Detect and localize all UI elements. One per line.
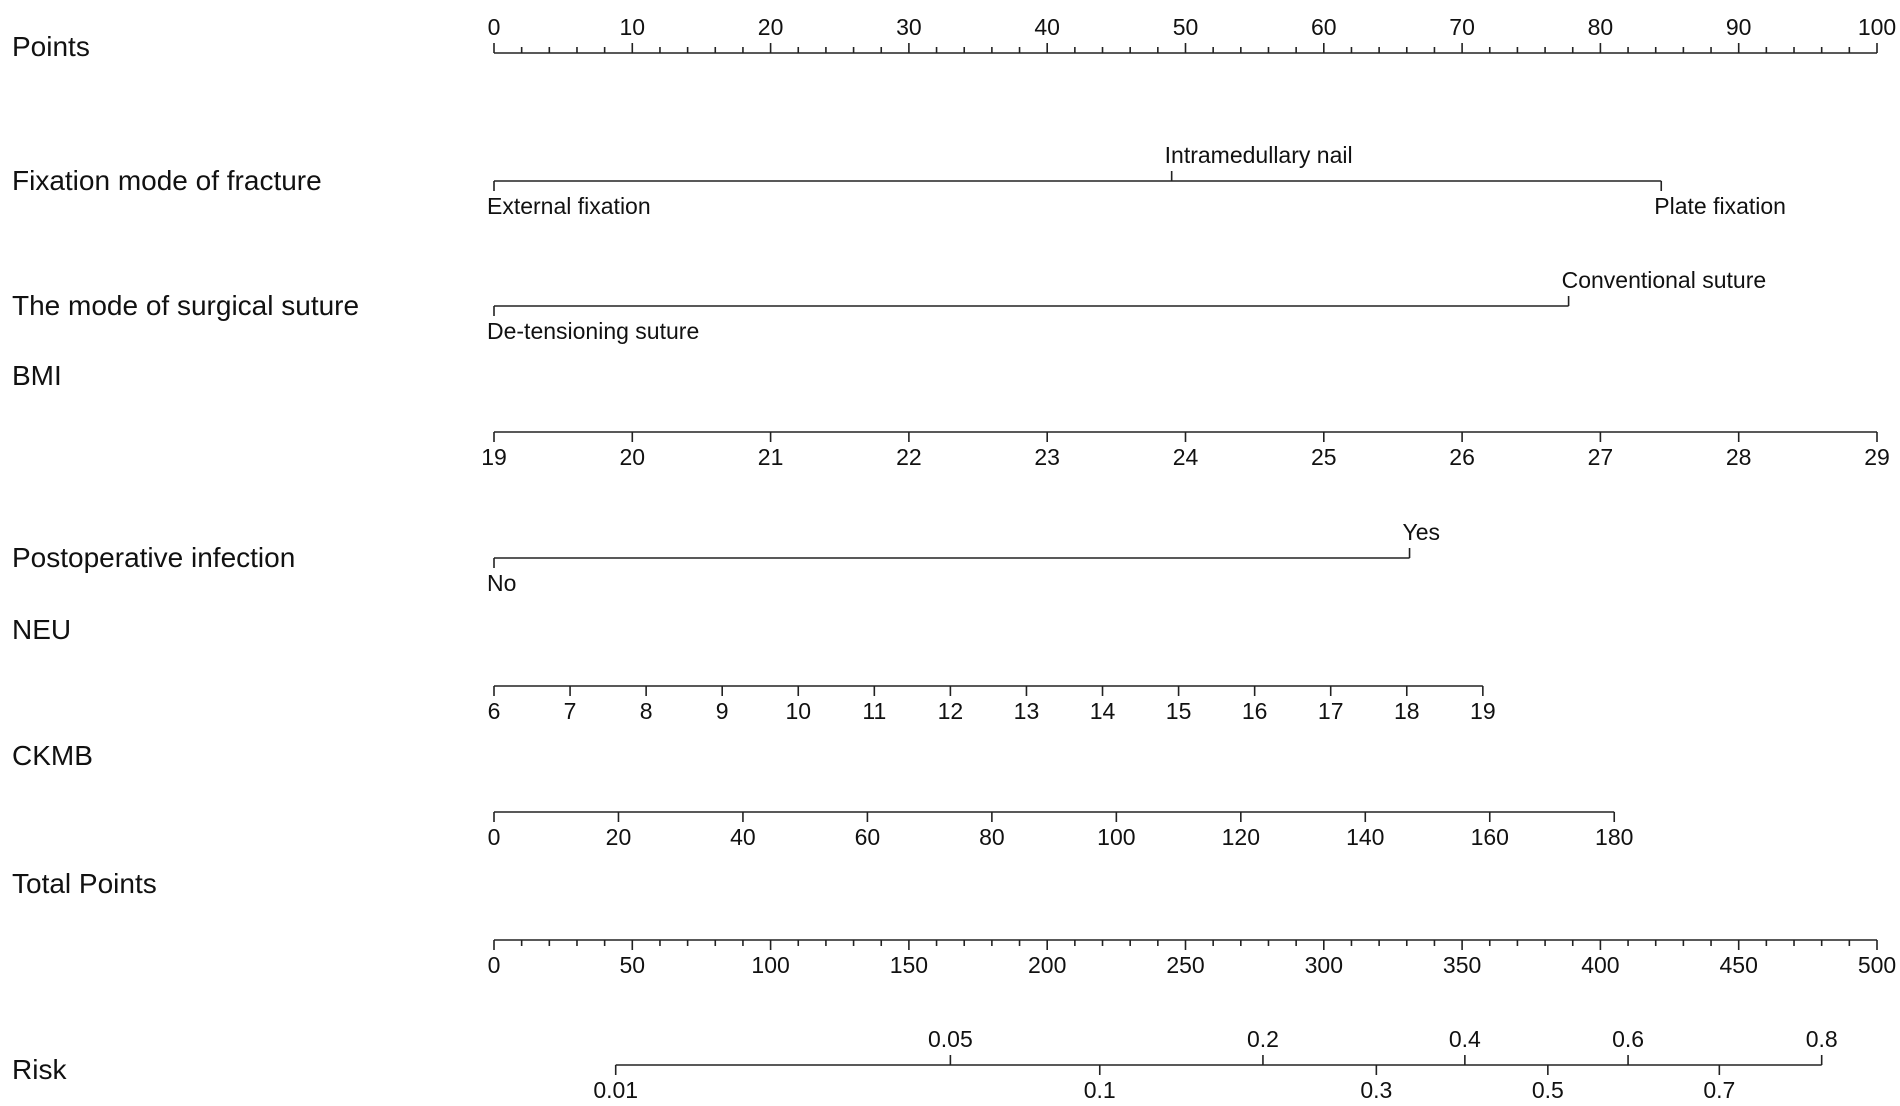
neu-tick-label: 14 <box>1089 698 1116 724</box>
points-tick-label: 40 <box>1034 14 1060 40</box>
risk-tick-label: 0.4 <box>1448 1026 1481 1052</box>
risk-tick-label: 0.6 <box>1612 1026 1645 1052</box>
risk-tick-label: 0.3 <box>1360 1077 1393 1103</box>
risk-tick-label: 0.05 <box>928 1026 973 1052</box>
risk-tick-label: 0.8 <box>1805 1026 1838 1052</box>
neu-tick-label: 9 <box>715 698 729 724</box>
risk-row-label: Risk <box>12 1054 67 1085</box>
points-tick-label: 70 <box>1449 14 1475 40</box>
points-tick-label: 20 <box>757 14 784 40</box>
neu-tick-label: 17 <box>1317 698 1344 724</box>
risk-tick-label: 0.1 <box>1083 1077 1116 1103</box>
total-tick-label: 0 <box>487 952 501 978</box>
neu-row-label: NEU <box>12 614 72 645</box>
bmi-tick-label: 26 <box>1449 444 1475 470</box>
ckmb-row-label: CKMB <box>12 740 93 771</box>
points-tick-label: 90 <box>1725 14 1752 40</box>
risk-tick-label: 0.5 <box>1531 1077 1564 1103</box>
points-tick-label: 0 <box>487 14 501 40</box>
points-tick-label: 60 <box>1311 14 1337 40</box>
neu-tick-label: 10 <box>785 698 812 724</box>
total-tick-label: 150 <box>889 952 929 978</box>
total-tick-label: 450 <box>1719 952 1758 978</box>
bmi-tick-label: 28 <box>1725 444 1752 470</box>
fixation-row-label: Fixation mode of fracture <box>12 165 322 196</box>
total-tick-label: 200 <box>1028 952 1067 978</box>
neu-tick-label: 6 <box>487 698 501 724</box>
bmi-tick-label: 19 <box>481 444 507 470</box>
neu-tick-label: 15 <box>1165 698 1192 724</box>
bmi-row-label: BMI <box>12 360 62 391</box>
total-tick-label: 100 <box>751 952 790 978</box>
total-tick-label: 250 <box>1166 952 1205 978</box>
bmi-tick-label: 21 <box>757 444 784 470</box>
neu-tick-label: 13 <box>1013 698 1040 724</box>
infection-tick-label: Yes <box>1402 519 1441 545</box>
fixation-tick-label: External fixation <box>487 193 651 219</box>
neu-tick-label: 11 <box>862 698 887 724</box>
bmi-tick-label: 23 <box>1034 444 1060 470</box>
suture-row-label: The mode of surgical suture <box>12 290 360 321</box>
ckmb-tick-label: 20 <box>605 824 632 850</box>
fixation-tick-label: Intramedullary nail <box>1164 142 1353 168</box>
neu-tick-label: 16 <box>1241 698 1268 724</box>
total-tick-label: 400 <box>1581 952 1620 978</box>
total-tick-label: 500 <box>1857 952 1897 978</box>
neu-tick-label: 19 <box>1470 698 1496 724</box>
points-tick-label: 80 <box>1587 14 1614 40</box>
suture-tick-label: Conventional suture <box>1561 267 1767 293</box>
ckmb-tick-label: 100 <box>1097 824 1136 850</box>
ckmb-tick-label: 60 <box>854 824 881 850</box>
ckmb-tick-label: 140 <box>1346 824 1385 850</box>
points-row-label: Points <box>12 31 90 62</box>
bmi-tick-label: 25 <box>1311 444 1337 470</box>
ckmb-tick-label: 40 <box>730 824 756 850</box>
risk-tick-label: 0.2 <box>1246 1026 1279 1052</box>
ckmb-tick-label: 180 <box>1595 824 1634 850</box>
total-row-label: Total Points <box>12 868 157 899</box>
neu-tick-label: 18 <box>1393 698 1420 724</box>
bmi-tick-label: 20 <box>619 444 646 470</box>
neu-tick-label: 8 <box>639 698 653 724</box>
points-tick-label: 50 <box>1172 14 1199 40</box>
points-tick-label: 100 <box>1857 14 1897 40</box>
ckmb-tick-label: 80 <box>979 824 1005 850</box>
bmi-tick-label: 29 <box>1864 444 1890 470</box>
ckmb-tick-label: 0 <box>487 824 501 850</box>
ckmb-tick-label: 160 <box>1470 824 1509 850</box>
bmi-tick-label: 24 <box>1172 444 1199 470</box>
neu-tick-label: 7 <box>563 698 577 724</box>
total-tick-label: 300 <box>1304 952 1343 978</box>
points-tick-label: 30 <box>896 14 922 40</box>
suture-tick-label: De-tensioning suture <box>487 318 700 344</box>
infection-row-label: Postoperative infection <box>12 542 296 573</box>
bmi-tick-label: 27 <box>1587 444 1614 470</box>
ckmb-tick-label: 120 <box>1221 824 1261 850</box>
infection-tick-label: No <box>487 570 517 596</box>
neu-tick-label: 12 <box>937 698 964 724</box>
risk-tick-label: 0.7 <box>1703 1077 1736 1103</box>
total-tick-label: 350 <box>1442 952 1482 978</box>
points-tick-label: 10 <box>619 14 646 40</box>
bmi-tick-label: 22 <box>896 444 922 470</box>
risk-tick-label: 0.01 <box>593 1077 639 1103</box>
total-tick-label: 50 <box>619 952 646 978</box>
fixation-tick-label: Plate fixation <box>1654 193 1786 219</box>
